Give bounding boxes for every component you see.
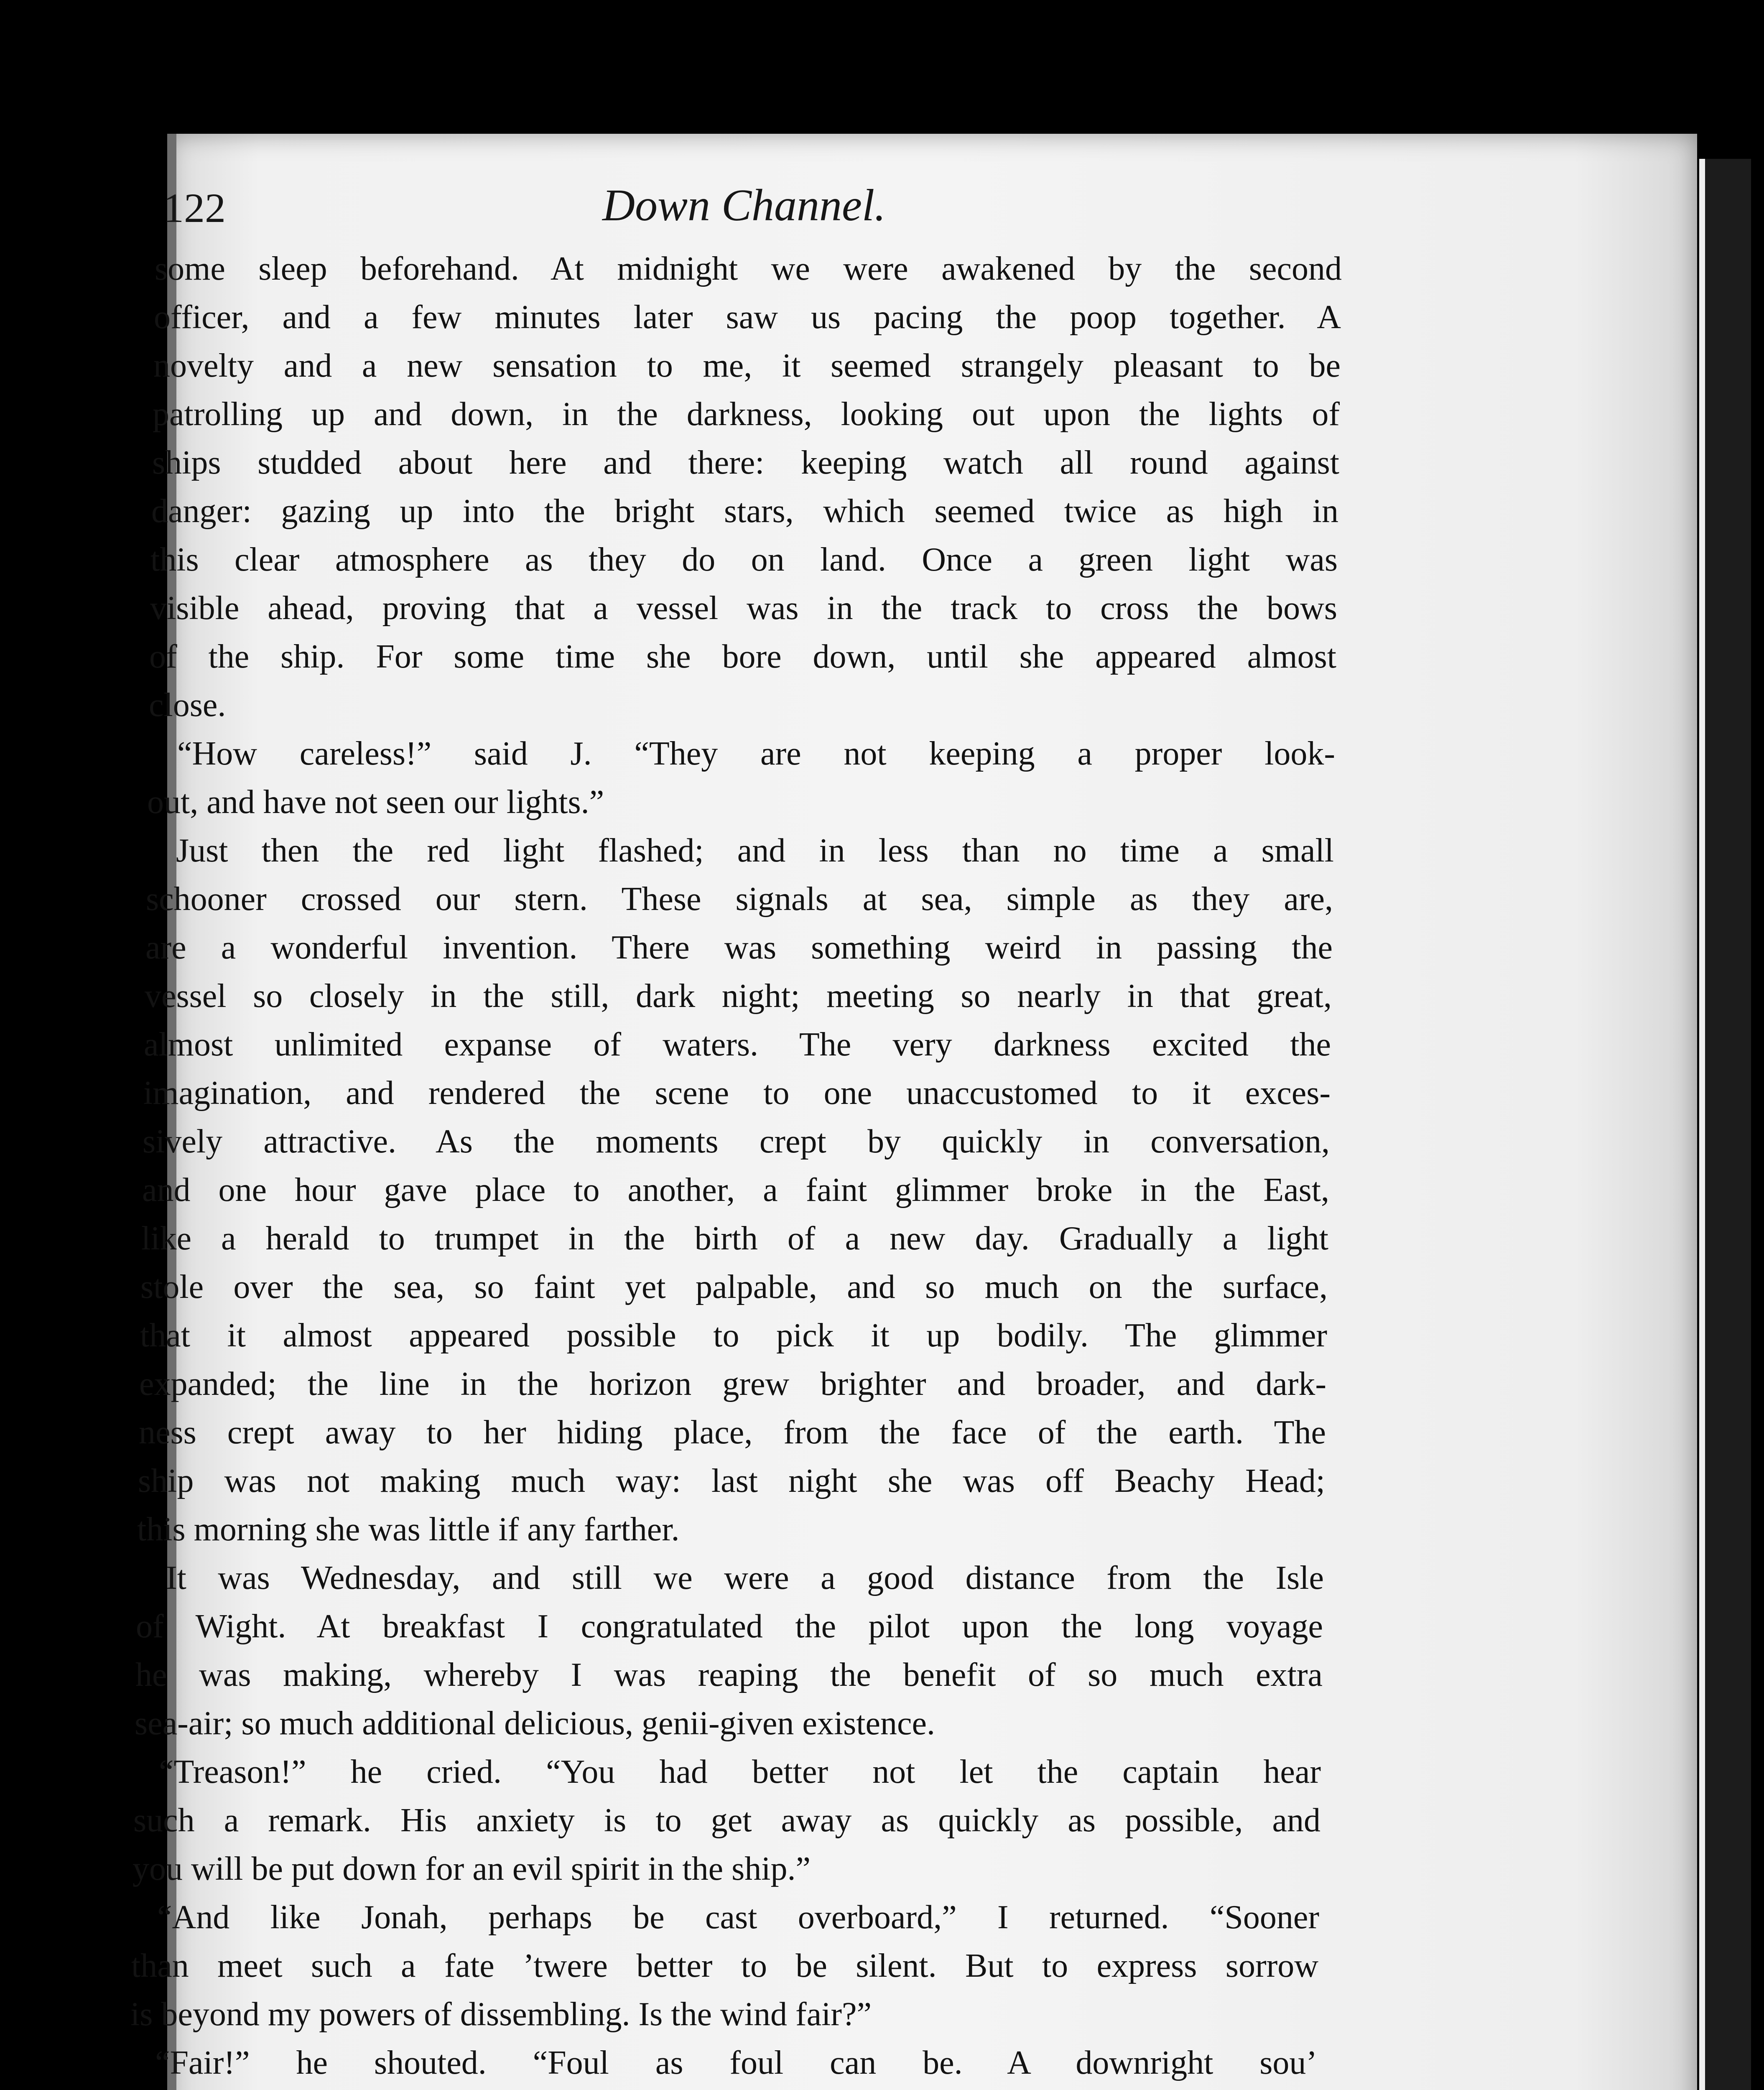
facing-page-edge	[1699, 159, 1751, 2090]
body-line: ships studded about here and there: keeping watch all round against	[152, 444, 1339, 481]
body-line: “How careless!” said J. “They are not keeping a proper look-	[177, 735, 1335, 772]
body-line: than meet such a fate ’twere better to be silent. But to express sorrow	[131, 1947, 1318, 1984]
body-line: stole over the sea, so faint yet palpable, and so much on the surface,	[140, 1269, 1328, 1305]
body-line: ship was not making much way: last night she was off Beachy Head;	[138, 1463, 1325, 1499]
body-line: schooner crossed our stern. These signals at sea, simple as they are,	[146, 881, 1333, 918]
body-line: officer, and a few minutes later saw us pacing the poop together. A	[154, 299, 1341, 336]
body-line: patrolling up and down, in the darkness, looking out upon the lights of	[153, 396, 1340, 433]
body-line: “Treason!” he cried. “You had better not let the captain hear	[159, 1754, 1321, 1790]
body-line: danger: gazing up into the bright stars, which seemed twice as high in	[151, 493, 1338, 530]
body-line: sea-air; so much additional delicious, genii-given existence.	[135, 1705, 935, 1742]
page-header	[163, 167, 1325, 242]
body-line: It was Wednesday, and still we were a good distance from the Isle	[166, 1560, 1324, 1596]
body-line: that it almost appeared possible to pick it up bodily. The glimmer	[140, 1317, 1327, 1354]
body-text	[130, 245, 1342, 2090]
body-line: are a wonderful invention. There was something weird in passing the	[145, 929, 1333, 966]
body-line: you will be put down for an evil spirit in the ship.”	[133, 1850, 811, 1887]
body-line: he was making, whereby I was reaping the benefit of so much extra	[135, 1657, 1323, 1693]
body-line: visible ahead, proving that a vessel was in the track to cross the bows	[150, 590, 1337, 627]
body-line: Just then the red light flashed; and in less than no time a small	[176, 832, 1334, 869]
body-line: ness crept away to her hiding place, from the face of the earth. The	[139, 1414, 1326, 1451]
body-line: of the ship. For some time she bore down, until she appeared almost	[149, 638, 1336, 675]
body-line: “Fair!” he shouted. “Foul as foul can be. A downright sou’	[155, 2044, 1317, 2081]
page-number: 122	[163, 185, 226, 231]
body-line: vessel so closely in the still, dark night; meeting so nearly in that great,	[145, 978, 1332, 1014]
body-line: sively attractive. As the moments crept by quickly in conversation,	[143, 1123, 1330, 1160]
body-line: is beyond my powers of dissembling. Is the wind fair?”	[130, 1996, 872, 2033]
body-line: novelty and a new sensation to me, it seemed strangely pleasant to be	[153, 347, 1341, 384]
body-line: and one hour gave place to another, a faint glimmer broke in the East,	[142, 1172, 1329, 1208]
body-line: like a herald to trumpet in the birth of a new day. Gradually a light	[141, 1220, 1328, 1257]
body-line: some sleep beforehand. At midnight we were awakened by the second	[155, 250, 1342, 287]
body-line: expanded; the line in the horizon grew brighter and broader, and dark-	[139, 1366, 1326, 1402]
body-line: such a remark. His anxiety is to get away as quickly as possible, and	[133, 1802, 1320, 1839]
body-line: almost unlimited expanse of waters. The very darkness excited the	[144, 1026, 1331, 1063]
running-title: Down Channel.	[602, 181, 886, 230]
body-line: imagination, and rendered the scene to one unaccustomed to it exces-	[143, 1075, 1331, 1111]
body-line: this morning she was little if any farther.	[137, 1511, 680, 1548]
body-line: “And like Jonah, perhaps be cast overboard,” I returned. “Sooner	[157, 1899, 1319, 1936]
body-line: of Wight. At breakfast I congratulated the pilot upon the long voyage	[136, 1608, 1323, 1645]
body-line: out, and have not seen our lights.”	[147, 784, 604, 821]
body-line: this clear atmosphere as they do on land. Once a green light was	[150, 541, 1338, 578]
body-line	[129, 2087, 1316, 2090]
body-line: close.	[149, 687, 226, 724]
